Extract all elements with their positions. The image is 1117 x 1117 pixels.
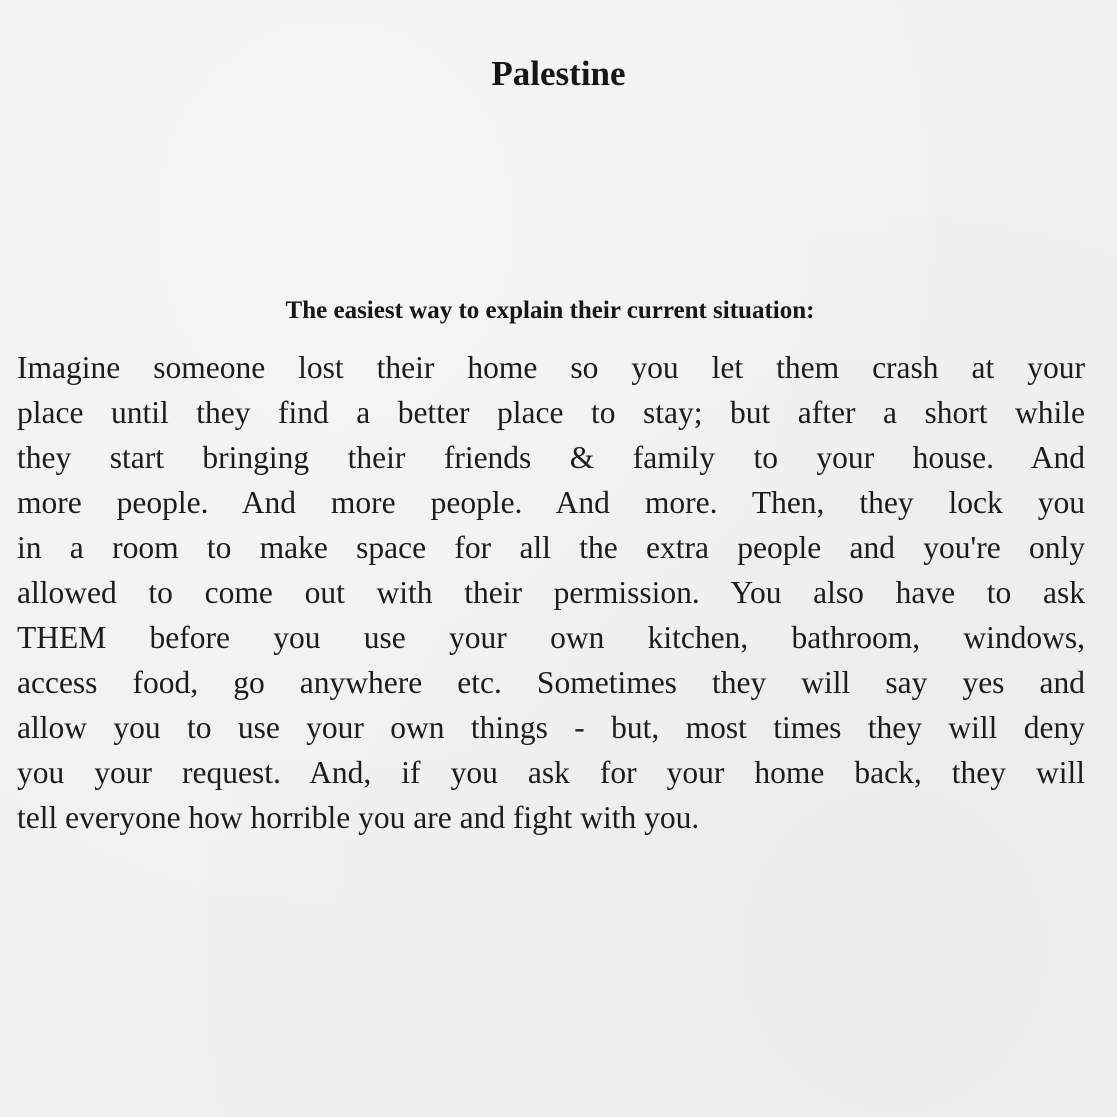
body-line: tell everyone how horrible you are and fight with you. (17, 800, 700, 835)
body-line: allowed to come out with their permission. You also have to ask (17, 575, 1085, 610)
document-subtitle: The easiest way to explain their current situation: (285, 297, 815, 324)
document-body (17, 345, 1085, 840)
body-line: Imagine someone lost their home so you let them crash at your (17, 350, 1085, 385)
document-title: Palestine (491, 54, 626, 93)
body-line: they start bringing their friends & family to your house. And (17, 440, 1085, 475)
body-line: you your request. And, if you ask for your home back, they will (17, 755, 1085, 790)
body-line: allow you to use your own things - but, most times they will deny (17, 710, 1085, 745)
body-line: THEM before you use your own kitchen, bathroom, windows, (17, 620, 1085, 655)
body-line: access food, go anywhere etc. Sometimes they will say yes and (17, 665, 1085, 700)
body-line: place until they find a better place to stay; but after a short while (17, 395, 1085, 430)
body-line: more people. And more people. And more. Then, they lock you (17, 485, 1085, 520)
body-line: in a room to make space for all the extra people and you're only (17, 530, 1085, 565)
